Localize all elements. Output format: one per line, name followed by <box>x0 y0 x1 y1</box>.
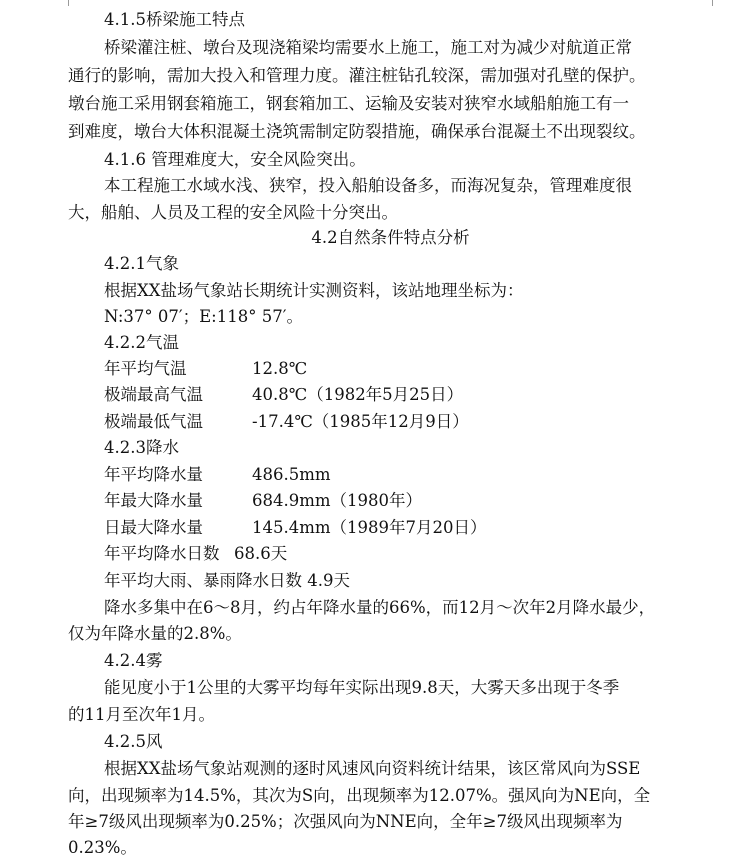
paragraph-line: 本工程施工水域水浅、狭窄，投入船舶设备多，而海况复杂，管理难度很 <box>104 176 632 195</box>
paragraph-line: 0.23%。 <box>68 838 137 857</box>
paragraph-line: 根据XX盐场气象站长期统计实测资料，该站地理坐标为： <box>104 281 524 300</box>
temperature-label: 极端最高气温 <box>104 385 203 404</box>
temperature-value: 40.8℃（1982年5月25日） <box>252 385 464 404</box>
paragraph-line: 通行的影响，需加大投入和管理力度。灌注桩钻孔较深，需加强对孔壁的保护。 <box>68 66 646 85</box>
paragraph-line: 降水多集中在6～8月，约占年降水量的66%，而12月～次年2月降水最少， <box>104 598 656 617</box>
paragraph-line: 年≥7级风出现频率为0.25%；次强风向为NNE向，全年≥7级风出现频率为 <box>68 812 623 831</box>
paragraph-line: 大，船舶、人员及工程的安全风险十分突出。 <box>68 203 398 222</box>
precipitation-label: 年最大降水量 <box>104 491 203 510</box>
paragraph-line: 根据XX盐场气象站观测的逐时风速风向资料统计结果，该区常风向为SSE <box>104 759 641 778</box>
temperature-label: 极端最低气温 <box>104 412 203 431</box>
temperature-value: -17.4℃（1985年12月9日） <box>252 412 469 431</box>
precipitation-value: 4.9天 <box>307 571 350 590</box>
precipitation-row <box>104 461 713 488</box>
paragraph-line: 能见度小于1公里的大雾平均每年实际出现9.8天，大雾天多出现于冬季 <box>104 678 620 697</box>
precipitation-row <box>104 487 713 514</box>
temperature-row <box>104 355 713 382</box>
section-title-4-2: 4.2自然条件特点分析 <box>311 228 470 247</box>
heading-4-2-4: 4.2.4雾 <box>104 651 163 670</box>
paragraph-line: 墩台施工采用钢套箱施工，钢套箱加工、运输及安装对狭窄水域船舶施工有一 <box>68 94 629 113</box>
heading-4-1-5: 4.1.5桥梁施工特点 <box>104 10 245 29</box>
paragraph-line: 桥梁灌注桩、墩台及现浇箱梁均需要水上施工，施工对为减少对航道正常 <box>104 38 632 57</box>
paragraph-line: 仅为年降水量的2.8%。 <box>68 624 242 643</box>
precipitation-value: 684.9mm（1980年） <box>252 491 423 510</box>
coordinates-line: N:37° 07′；E:118° 57′。 <box>104 307 303 326</box>
precipitation-value: 68.6天 <box>234 544 288 563</box>
precipitation-row <box>104 567 713 594</box>
paragraph-line: 的11月至次年1月。 <box>68 705 215 724</box>
heading-4-1-6: 4.1.6 管理难度大，安全风险突出。 <box>104 150 366 169</box>
precipitation-label: 年平均大雨、暴雨降水日数 <box>104 571 302 590</box>
heading-4-2-3: 4.2.3降水 <box>104 438 179 457</box>
temperature-label: 年平均气温 <box>104 359 187 378</box>
heading-4-2-1: 4.2.1气象 <box>104 254 179 273</box>
precipitation-row <box>104 540 713 567</box>
precipitation-row <box>104 514 713 541</box>
temperature-row <box>104 408 713 435</box>
heading-4-2-2: 4.2.2气温 <box>104 333 179 352</box>
precipitation-value: 486.5mm <box>252 465 331 484</box>
paragraph-line: 向，出现频率为14.5%，其次为S向，出现频率为12.07%。强风向为NE向，全 <box>68 786 651 805</box>
heading-4-2-5: 4.2.5风 <box>104 732 163 751</box>
page-margin-mark-left <box>68 0 69 6</box>
precipitation-label: 年平均降水量 <box>104 465 203 484</box>
temperature-value: 12.8℃ <box>252 359 308 378</box>
precipitation-label: 年平均降水日数 <box>104 544 220 563</box>
precipitation-value: 145.4mm（1989年7月20日） <box>252 518 487 537</box>
precipitation-label: 日最大降水量 <box>104 518 203 537</box>
temperature-row <box>104 381 713 408</box>
paragraph-line: 到难度，墩台大体积混凝土浇筑需制定防裂措施，确保承台混凝土不出现裂纹。 <box>68 122 646 141</box>
